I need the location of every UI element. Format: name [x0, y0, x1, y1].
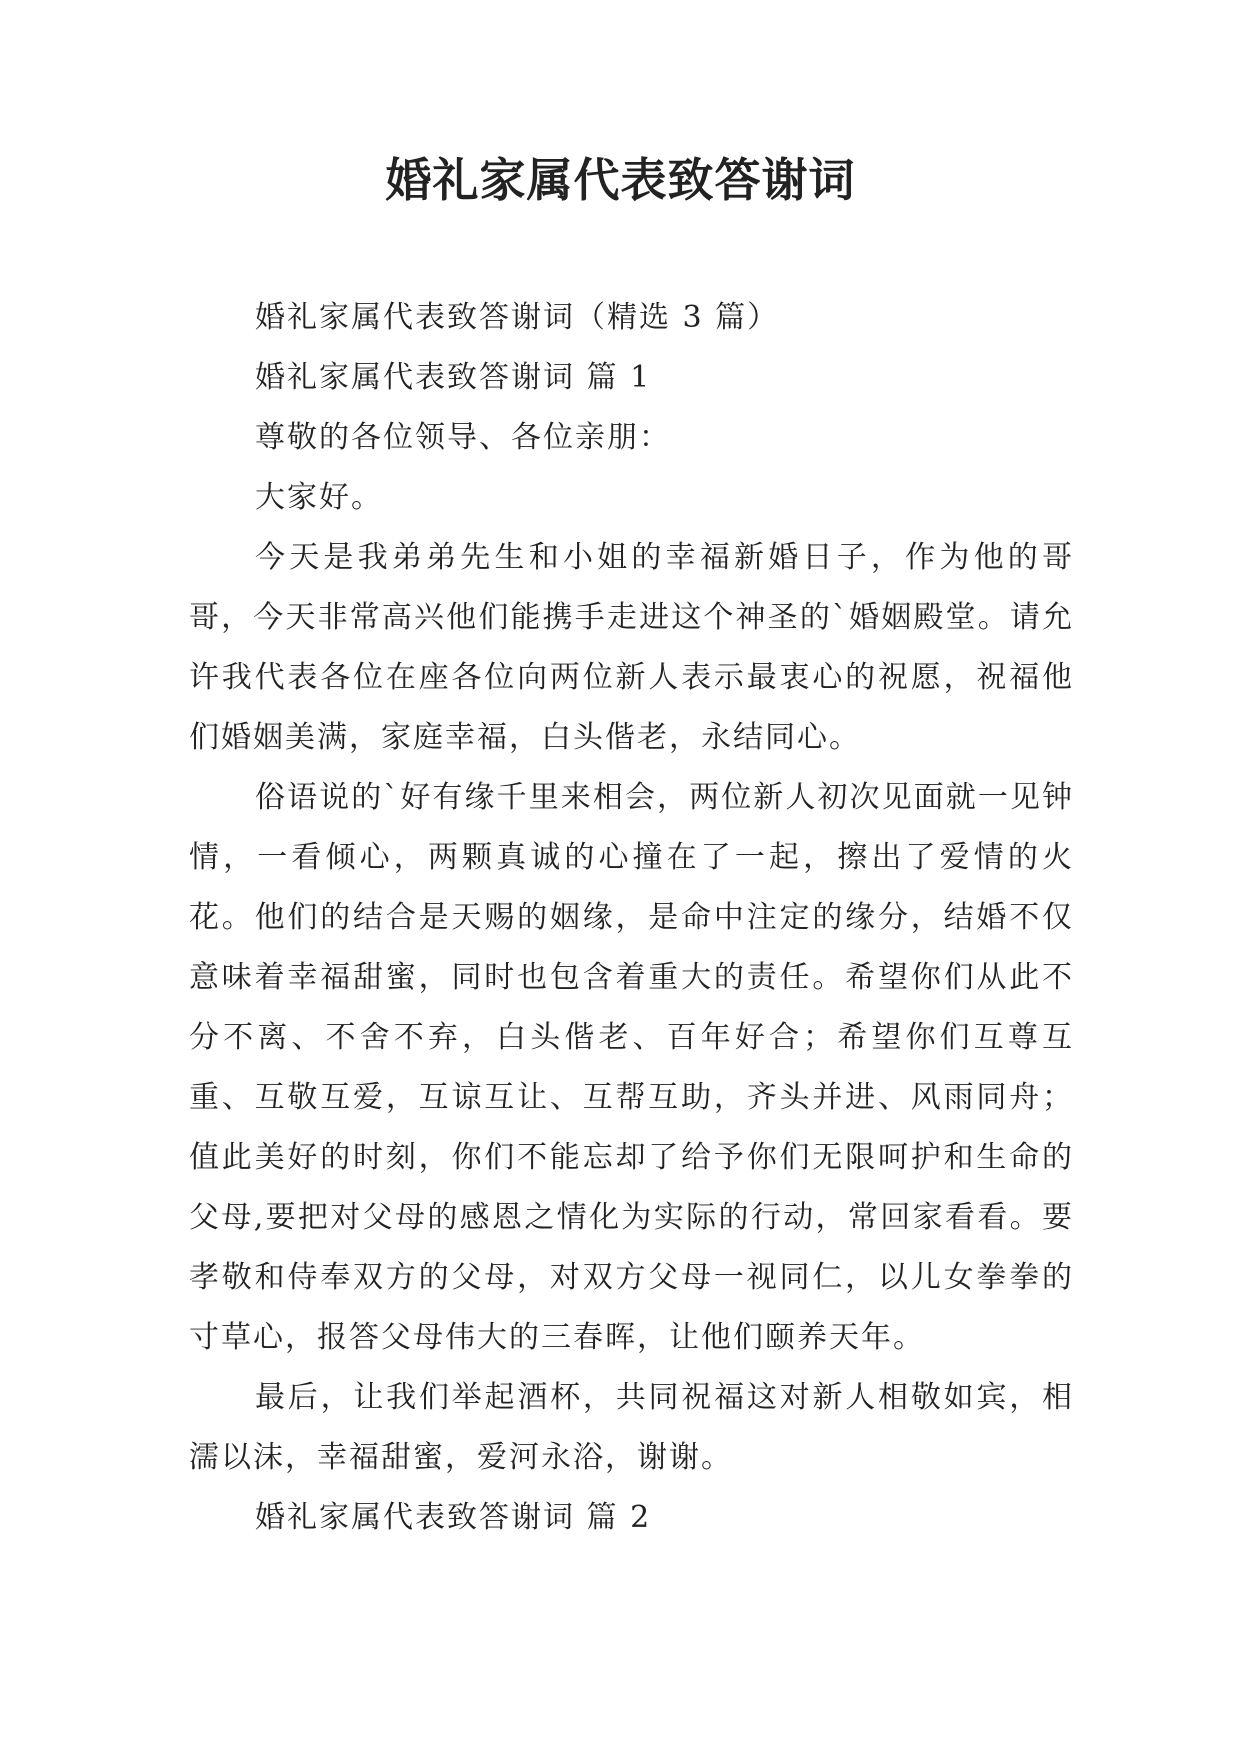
section-2-heading: 婚礼家属代表致答谢词 篇 2	[255, 1500, 652, 1535]
document-title: 婚礼家属代表致答谢词	[385, 153, 856, 207]
salutation: 尊敬的各位领导、各位亲朋：	[255, 420, 671, 455]
document-body	[189, 288, 1074, 1548]
paragraph-3: 最后，让我们举起酒杯，共同祝福这对新人相敬如宾，相濡以沫，幸福甜蜜，爱河永浴，谢谢。	[189, 1380, 1074, 1475]
paragraph-2: 俗语说的`好有缘千里来相会，两位新人初次见面就一见钟情，一看倾心，两颗真诚的心撞在了一起，擦出了爱情的火花。他们的结合是天赐的姻缘，是命中注定的缘分，结婚不仅意味着幸福甜蜜，同时也包含着重大的责任。希望你们从此不分不离、不舍不弃，白头偕老、百年好合；希望你们互尊互重、互敬互爱，互谅互让、互帮互助，齐头并进、风雨同舟；值此美好的时刻，你们不能忘却了给予你们无限呵护和生命的父母,要把对父母的感恩之情化为实际的行动，常回家看看。要孝敬和侍奉双方的父母，对双方父母一视同仁，以儿女拳拳的寸草心，报答父母伟大的三春晖，让他们颐养天年。	[189, 780, 1074, 1355]
section-1-heading: 婚礼家属代表致答谢词 篇 1	[255, 360, 652, 395]
greeting: 大家好。	[255, 480, 383, 515]
intro-heading: 婚礼家属代表致答谢词（精选 3 篇）	[255, 300, 780, 335]
paragraph-1: 今天是我弟弟先生和小姐的幸福新婚日子，作为他的哥哥，今天非常高兴他们能携手走进这个神圣的`婚姻殿堂。请允许我代表各位在座各位向两位新人表示最衷心的祝愿，祝福他们婚姻美满，家庭幸福，白头偕老，永结同心。	[189, 540, 1074, 755]
